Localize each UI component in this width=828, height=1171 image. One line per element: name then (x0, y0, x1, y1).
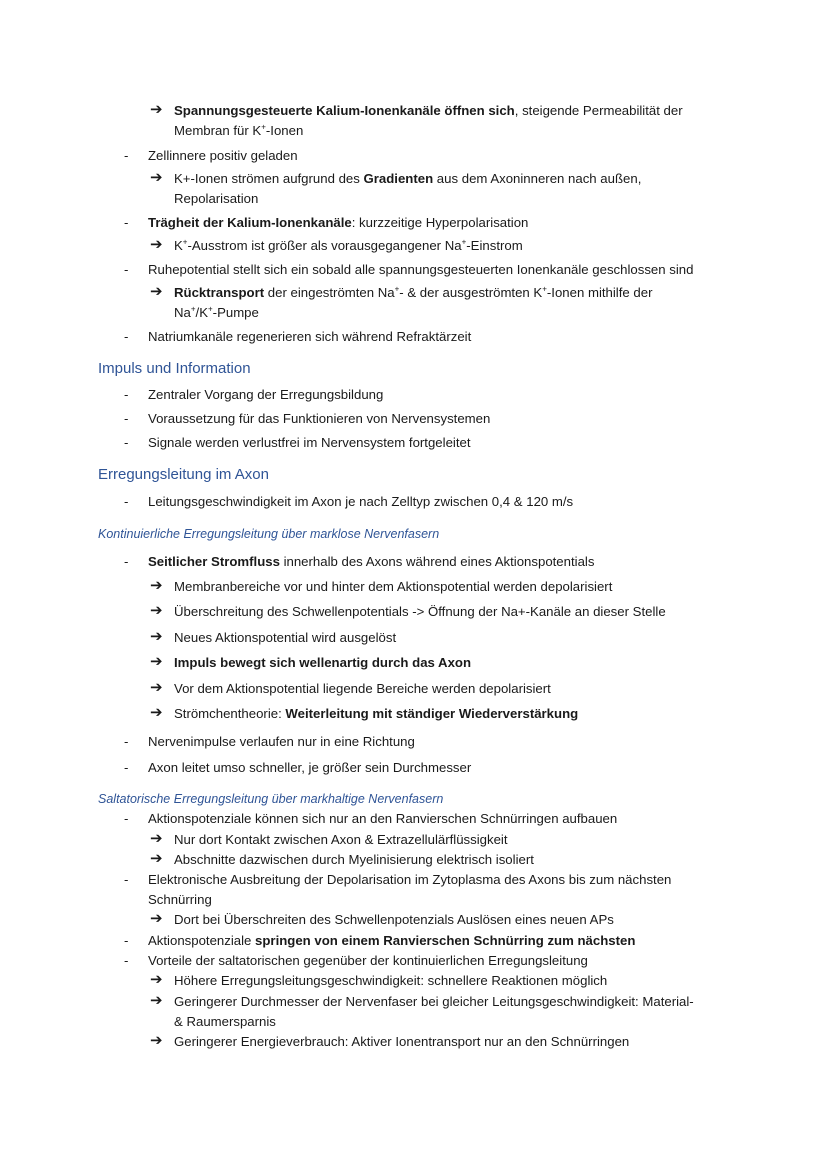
arrow-icon: ➔ (150, 577, 163, 594)
section-heading: Erregungsleitung im Axon (98, 466, 269, 483)
text-line: Trägheit der Kalium-Ionenkanäle: kurzzeitige Hyperpolarisation (148, 215, 529, 230)
arrow-icon: ➔ (150, 602, 163, 619)
text-line: Rücktransport der eingeströmten Na+- & der ausgeströmten K+-Ionen mithilfe der (174, 284, 653, 300)
dash-bullet: - (124, 329, 129, 344)
dash-bullet: - (124, 411, 129, 426)
text-line: Geringerer Durchmesser der Nervenfaser bei gleicher Leitungsgeschwindigkeit: Material- (174, 994, 694, 1009)
text-line: Membran für K+-Ionen (174, 122, 304, 138)
text-line: Strömchentheorie: Weiterleitung mit ständiger Wiederverstärkung (174, 706, 579, 721)
text-line: Natriumkanäle regenerieren sich während Refraktärzeit (148, 329, 472, 344)
list-item: Aktionspotenziale springen von einem Ranvierschen Schnürring zum nächsten (148, 933, 636, 948)
subsection-heading: Kontinuierliche Erregungsleitung über marklose Nervenfasern (98, 527, 440, 541)
list-item: Zentraler Vorgang der Erregungsbildung (148, 387, 384, 402)
text-line: Höhere Erregungsleitungsgeschwindigkeit: schnellere Reaktionen möglich (174, 973, 608, 988)
list-item: Elektronische Ausbreitung der Depolarisation im Zytoplasma des Axons bis zum nächsten (148, 872, 672, 887)
text-line: Geringerer Energieverbrauch: Aktiver Ionentransport nur an den Schnürringen (174, 1034, 630, 1049)
arrow-icon: ➔ (150, 910, 163, 927)
list-item: Leitungsgeschwindigkeit im Axon je nach Zelltyp zwischen 0,4 & 120 m/s (148, 494, 574, 509)
arrow-icon: ➔ (150, 830, 163, 847)
dash-bullet: - (124, 387, 129, 402)
text-line: Nur dort Kontakt zwischen Axon & Extrazellulärflüssigkeit (174, 832, 508, 847)
list-item: Vorteile der saltatorischen gegenüber der kontinuierlichen Erregungsleitung (148, 953, 588, 968)
text-line: Abschnitte dazwischen durch Myelinisierung elektrisch isoliert (174, 852, 534, 867)
dash-bullet: - (124, 933, 129, 948)
text-line: & Raumersparnis (174, 1014, 276, 1029)
dash-bullet: - (124, 811, 129, 826)
text-line: Impuls bewegt sich wellenartig durch das Axon (174, 655, 472, 670)
dash-bullet: - (124, 953, 129, 968)
dash-bullet: - (124, 494, 129, 509)
arrow-icon: ➔ (150, 101, 163, 118)
arrow-icon: ➔ (150, 169, 163, 186)
list-item: Seitlicher Stromfluss innerhalb des Axons während eines Aktionspotentials (148, 554, 595, 569)
dash-bullet: - (124, 554, 129, 569)
dash-bullet: - (124, 262, 129, 277)
arrow-icon: ➔ (150, 850, 163, 867)
text-line: Schnürring (148, 892, 212, 907)
arrow-icon: ➔ (150, 628, 163, 645)
arrow-icon: ➔ (150, 971, 163, 988)
text-line: Dort bei Überschreiten des Schwellenpotenzials Auslösen eines neuen APs (174, 912, 614, 927)
list-item: Axon leitet umso schneller, je größer sein Durchmesser (148, 760, 472, 775)
arrow-icon: ➔ (150, 679, 163, 696)
arrow-icon: ➔ (150, 704, 163, 721)
text-line: Vor dem Aktionspotential liegende Bereiche werden depolarisiert (174, 681, 551, 696)
text-line: K+-Ionen strömen aufgrund des Gradienten aus dem Axoninneren nach außen, (174, 171, 642, 186)
list-item: Signale werden verlustfrei im Nervensystem fortgeleitet (148, 435, 471, 450)
list-item: Aktionspotenziale können sich nur an den Ranvierschen Schnürringen aufbauen (148, 811, 618, 826)
list-item: Voraussetzung für das Funktionieren von Nervensystemen (148, 411, 491, 426)
text-line: Membranbereiche vor und hinter dem Aktionspotential werden depolarisiert (174, 579, 613, 594)
dash-bullet: - (124, 734, 129, 749)
arrow-icon: ➔ (150, 283, 163, 300)
section-heading: Impuls und Information (98, 360, 251, 377)
text-line: Ruhepotential stellt sich ein sobald alle spannungsgesteuerten Ionenkanäle geschlossen sind (148, 262, 694, 277)
text-line: Na+/K+-Pumpe (174, 304, 259, 320)
text-line: Zellinnere positiv geladen (148, 148, 298, 163)
list-item: Nervenimpulse verlaufen nur in eine Richtung (148, 734, 415, 749)
dash-bullet: - (124, 215, 129, 230)
dash-bullet: - (124, 435, 129, 450)
text-line: K+-Ausstrom ist größer als vorausgegangener Na+-Einstrom (174, 237, 523, 253)
dash-bullet: - (124, 760, 129, 775)
text-line: Spannungsgesteuerte Kalium-Ionenkanäle öffnen sich, steigende Permeabilität der (174, 103, 683, 118)
dash-bullet: - (124, 148, 129, 163)
text-line: Neues Aktionspotential wird ausgelöst (174, 630, 397, 645)
subsection-heading: Saltatorische Erregungsleitung über markhaltige Nervenfasern (98, 792, 444, 806)
text-line: Repolarisation (174, 191, 259, 206)
arrow-icon: ➔ (150, 236, 163, 253)
arrow-icon: ➔ (150, 653, 163, 670)
arrow-icon: ➔ (150, 992, 163, 1009)
arrow-icon: ➔ (150, 1032, 163, 1049)
text-line: Überschreitung des Schwellenpotentials -> Öffnung der Na+-Kanäle an dieser Stelle (174, 604, 666, 619)
dash-bullet: - (124, 872, 129, 887)
